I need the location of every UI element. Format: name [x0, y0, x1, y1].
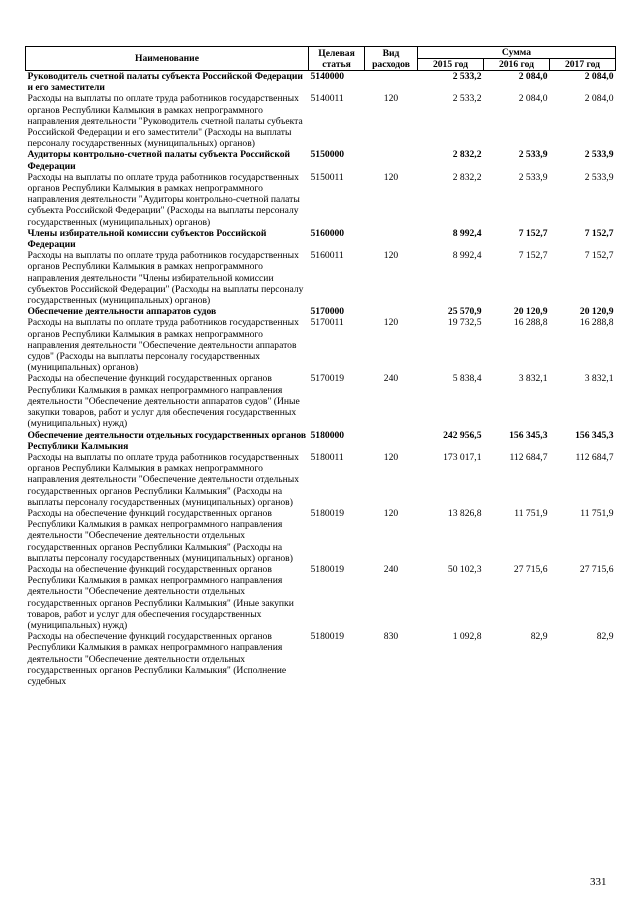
header-expense-type — [365, 47, 418, 71]
table-row — [26, 306, 616, 317]
cell-sum-2015: 5 838,4 — [452, 373, 482, 385]
cell-sum-2015: 173 017,1 — [443, 451, 482, 463]
table-row — [26, 452, 616, 508]
cell-sum-2015: 2 832,2 — [452, 171, 482, 183]
header-type-line1: Вид — [382, 47, 400, 59]
cell-sum-2017: 20 120,9 — [579, 306, 614, 318]
cell-expense-type: 240 — [383, 373, 399, 385]
cell-sum-2017: 156 345,3 — [575, 429, 614, 441]
header-sum: Сумма — [418, 47, 616, 59]
cell-target-article: 5170011 — [310, 317, 344, 329]
header-type-line2: расходов — [372, 58, 410, 70]
cell-name: Обеспечение деятельности отдельных государственных органов Республики Калмыкия — [27, 429, 307, 452]
cell-name: Члены избирательной комиссии субъектов Российской Федерации — [27, 227, 267, 251]
cell-expense-type: 120 — [383, 171, 399, 183]
cell-expense-type — [365, 306, 418, 317]
cell-expense-type: 120 — [383, 317, 399, 329]
cell-name: Аудиторы контрольно-счетной палаты субъекта Российской Федерации — [27, 149, 291, 172]
cell-sum-2015: 242 956,5 — [443, 429, 482, 441]
cell-sum-2017: 7 152,7 — [584, 227, 614, 239]
cell-sum-2016: 27 715,6 — [513, 563, 548, 575]
cell-name: Расходы на обеспечение функций государственных органов Республики Калмыкия в рамках непрограммного направления деятельности "Обеспечение деятельности отдельных государственных органов Республики Калмыкия" (Иные закупки товаров, работ и услуг для обеспечения государственных (муниципальных) нужд) — [27, 563, 294, 631]
cell-expense-type — [365, 149, 418, 171]
cell-sum-2017: 11 751,9 — [580, 507, 614, 519]
cell-sum-2015: 2 533,2 — [452, 93, 482, 105]
cell-sum-2016: 2 084,0 — [518, 93, 548, 105]
budget-table-container — [25, 46, 615, 687]
table-body — [26, 71, 616, 688]
cell-target-article: 5160000 — [310, 227, 345, 239]
cell-sum-2015: 13 826,8 — [447, 507, 482, 519]
cell-sum-2016: 20 120,9 — [513, 306, 548, 318]
cell-name: Расходы на выплаты по оплате труда работников государственных органов Республики Калмыкия в рамках непрограммного направления деятельности "Обеспечение деятельности отдельных государственных органов Республики Калмыкия" (Расходы на выплаты персоналу государственных (муниципальных) органов) — [27, 451, 300, 508]
cell-target-article: 5140000 — [310, 71, 345, 82]
cell-sum-2017: 7 152,7 — [584, 250, 614, 262]
cell-expense-type: 830 — [383, 631, 399, 643]
cell-name: Расходы на выплаты по оплате труда работников государственных органов Республики Калмыкия в рамках непрограммного направления деятельности "Руководитель счетной палаты субъекта Российской Федерации и его заместители" (Расходы на выплаты персоналу государственных (муниципальных) органов) — [27, 93, 303, 150]
cell-sum-2016: 11 751,9 — [514, 507, 548, 519]
cell-target-article: 5180011 — [310, 451, 344, 463]
cell-target-article: 5180000 — [310, 429, 345, 441]
table-header — [26, 47, 616, 71]
cell-sum-2017: 3 832,1 — [584, 373, 614, 385]
cell-target-article: 5180019 — [310, 507, 345, 519]
cell-sum-2017: 2 533,9 — [584, 149, 614, 161]
cell-expense-type: 120 — [383, 451, 399, 463]
cell-sum-2015: 19 732,5 — [447, 317, 482, 329]
budget-table — [25, 46, 616, 687]
cell-sum-2017: 2 084,0 — [584, 71, 614, 82]
cell-sum-2015: 2 533,2 — [452, 71, 482, 82]
cell-sum-2017: 112 684,7 — [575, 451, 614, 463]
header-target-line2: статья — [322, 58, 351, 70]
cell-sum-2016: 82,9 — [530, 631, 548, 643]
cell-target-article: 5140011 — [310, 93, 344, 105]
header-name: Наименование — [26, 47, 309, 71]
cell-sum-2016: 7 152,7 — [518, 227, 548, 239]
cell-expense-type: 120 — [383, 93, 399, 105]
table-row — [26, 93, 616, 149]
table-row — [26, 71, 616, 94]
cell-sum-2017: 2 533,9 — [584, 171, 614, 183]
header-year-2015: 2015 год — [418, 59, 484, 71]
cell-sum-2017: 16 288,8 — [579, 317, 614, 329]
cell-name: Расходы на выплаты по оплате труда работников государственных органов Республики Калмыкия в рамках непрограммного направления деятельности "Обеспечение деятельности аппаратов судов" (Расходы на выплаты персоналу государственных (муниципальных) органов) — [27, 317, 299, 374]
cell-target-article: 5150000 — [310, 149, 345, 161]
cell-sum-2015: 8 992,4 — [452, 227, 482, 239]
cell-sum-2016: 2 533,9 — [518, 149, 548, 161]
cell-sum-2017: 82,9 — [596, 631, 614, 643]
header-year-2017: 2017 год — [550, 59, 616, 71]
table-row — [26, 508, 616, 564]
cell-expense-type: 120 — [383, 250, 399, 262]
cell-target-article: 5180019 — [310, 631, 345, 643]
table-row — [26, 373, 616, 429]
cell-sum-2017: 2 084,0 — [584, 93, 614, 105]
cell-sum-2016: 2 084,0 — [518, 71, 548, 82]
page-number: 331 — [590, 876, 607, 888]
header-row-top — [26, 47, 616, 59]
cell-expense-type — [365, 430, 418, 452]
cell-sum-2017: 27 715,6 — [579, 563, 614, 575]
cell-sum-2015: 1 092,8 — [452, 631, 482, 643]
cell-expense-type — [365, 228, 418, 250]
table-row — [26, 172, 616, 228]
cell-sum-2016: 156 345,3 — [509, 429, 548, 441]
cell-name: Расходы на выплаты по оплате труда работников государственных органов Республики Калмыкия в рамках непрограммного направления деятельности "Аудиторы контрольно-счетной палаты субъекта Российской Федерации" (Расходы на выплаты персоналу государственных (муниципальных) органов) — [27, 171, 300, 228]
cell-sum-2015: 8 992,4 — [452, 250, 482, 262]
table-row — [26, 430, 616, 452]
table-row — [26, 149, 616, 171]
header-target-line1: Целевая — [318, 47, 355, 59]
table-row — [26, 250, 616, 306]
table-row — [26, 564, 616, 631]
cell-name: Расходы на обеспечение функций государственных органов Республики Калмыкия в рамках непрограммного направления деятельности "Обеспечение деятельности аппаратов судов" (Иные закупки товаров, работ и услуг для обеспечения государственных (муниципальных) нужд) — [27, 373, 300, 430]
cell-sum-2015: 25 570,9 — [447, 306, 482, 318]
cell-sum-2015: 2 832,2 — [452, 149, 482, 161]
header-target-article — [309, 47, 365, 71]
cell-name: Расходы на обеспечение функций государственных органов Республики Калмыкия в рамках непрограммного направления деятельности "Обеспечение деятельности отдельных государственных органов Республики Калмыкия" (Расходы на выплаты персоналу государственных (муниципальных) органов) — [27, 507, 293, 564]
table-row — [26, 228, 616, 250]
cell-target-article: 5150011 — [310, 171, 344, 183]
cell-target-article: 5170000 — [310, 306, 345, 318]
table-row — [26, 631, 616, 687]
cell-target-article: 5160011 — [310, 250, 344, 262]
cell-sum-2016: 7 152,7 — [518, 250, 548, 262]
cell-expense-type: 240 — [383, 563, 399, 575]
cell-sum-2015: 50 102,3 — [447, 563, 482, 575]
cell-expense-type — [365, 71, 418, 94]
table-row — [26, 317, 616, 373]
cell-name: Расходы на выплаты по оплате труда работников государственных органов Республики Калмыкия в рамках непрограммного направления деятельности "Члены избирательной комиссии субъектов Российской Федерации" (Расходы на выплаты персоналу государственных (муниципальных) органов) — [27, 250, 304, 307]
cell-target-article: 5170019 — [310, 373, 345, 385]
cell-sum-2016: 3 832,1 — [518, 373, 548, 385]
cell-sum-2016: 16 288,8 — [513, 317, 548, 329]
header-year-2016: 2016 год — [484, 59, 550, 71]
cell-name: Обеспечение деятельности аппаратов судов — [27, 306, 217, 318]
cell-sum-2016: 2 533,9 — [518, 171, 548, 183]
cell-sum-2016: 112 684,7 — [509, 451, 548, 463]
cell-expense-type: 120 — [383, 507, 399, 519]
cell-name: Руководитель счетной палаты субъекта Российской Федерации и его заместители — [27, 71, 303, 94]
cell-name: Расходы на обеспечение функций государственных органов Республики Калмыкия в рамках непрограммного направления деятельности "Обеспечение деятельности отдельных государственных органов Республики Калмыкия" (Исполнение судебных — [27, 631, 287, 687]
cell-target-article: 5180019 — [310, 563, 345, 575]
